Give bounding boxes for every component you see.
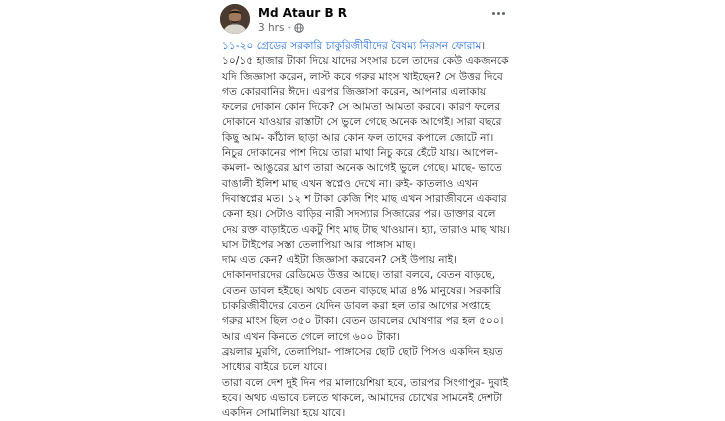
paragraph-text: ।১০/১৫ হাজার টাকা দিয়ে যাদের সংসার চলে তাদের কেউ একজনকে যদি জিজ্ঞাসা করেন, লাস্ট কবে গরুর মাংস খাইছেন? সে উত্তর দিবে গত কোরবানির ঈদে। এরপর জিজ্ঞাসা করেন, আপনার এলাকায় ফলের দোকান কোন দিকে? সে আমতা আমতা করবে। কারণ ফলের দোকানে যাওয়ার রাস্তাটা সে ভুলে গেছে অনেক আগেই। সারা বছরে কিছু আম- কাঁঠাল ছাড়া আর কোন ফল তাদের কপালে জোটে না। নিচুর দোকানের পাশ দিয়ে তারা মাথা নিচু করে হেঁটে যায়। আপেল- কমলা- আঙুরের ঘ্রাণ তারা অনেক আগেই ভুলে গেছে। মাছে- ভাতে বাঙালী ইলিশ মাছ এখন স্বপ্নেও দেখে না। রুই- কাতলাও এখন দিবাস্বপ্নের মত। ১২ শ টাকা কেজি শিং মাছ এখন সারাজীবনে একবার কেনা হয়। সেটাও বাড়ির নারী সদস্যার সিজারের পর। ডাক্তার বলে দেয় রক্ত বাড়াইতে একটু শিং মাছ টাছ খাওয়ান। হ্যা, তারাও মাছ খায়। ঘাস টাইপের সস্তা তেলাপিয়া আর পাঙ্গাস মাছ। — [222, 40, 510, 251]
post-paragraph: ব্রয়লার মুরগি, তেলাপিয়া- পাঙ্গাসের ছোট ছোট পিসও একদিন হয়ত সাধ্যের বাইরে চলে যাবে। — [222, 345, 503, 374]
post-body — [222, 39, 510, 421]
meta-separator: · — [287, 22, 291, 34]
group-tag-link[interactable]: ১১-২০ গ্রেডের সরকারি চাকুরিজীবীদের বৈষম্য নিরসন ফোরাম — [222, 40, 482, 52]
author-avatar[interactable] — [220, 4, 250, 34]
post-paragraph: দাম এত কেন? এইটা জিজ্ঞাসা করবেন? সেই উপায় নাই। দোকানদারদের রেডিমেড উত্তর আছে। তারা বলবে, বেতন বাড়ছে, বেতন ডাবল হইছে। অথচ বেতন বাড়ছে মাত্র ৪% মানুষের। সরকারি চাকরিজীবীদের বেতন যেদিন ডাবল করা হল তার আগের সপ্তাহে গরুর মাংস ছিল ৩৫০ টাকা। বেতন ডাবলের ঘোষণার পর হল ৫০০। আর এখন কিনতে গেলে লাগে ৬০০ টাকা। — [222, 254, 504, 343]
more-options-icon[interactable] — [486, 4, 510, 22]
post-time[interactable]: 3 hrs — [258, 22, 285, 34]
author-name[interactable]: Md Ataur B R — [258, 6, 348, 20]
avatar-photo — [220, 4, 250, 34]
post-paragraph: তারা বলে দেশ দুই দিন পর মালায়েশিয়া হবে, তারপর সিংগাপুর- দুবাই হবে। অথচ এভাবে চলতে থাকলে, আমাদের চোখের সামনেই দেশটা একদিন সোমালিয়া হয়ে যাবে। — [222, 376, 509, 420]
post-paragraph — [222, 39, 510, 253]
globe-icon[interactable] — [294, 23, 304, 33]
post-meta — [258, 22, 304, 34]
